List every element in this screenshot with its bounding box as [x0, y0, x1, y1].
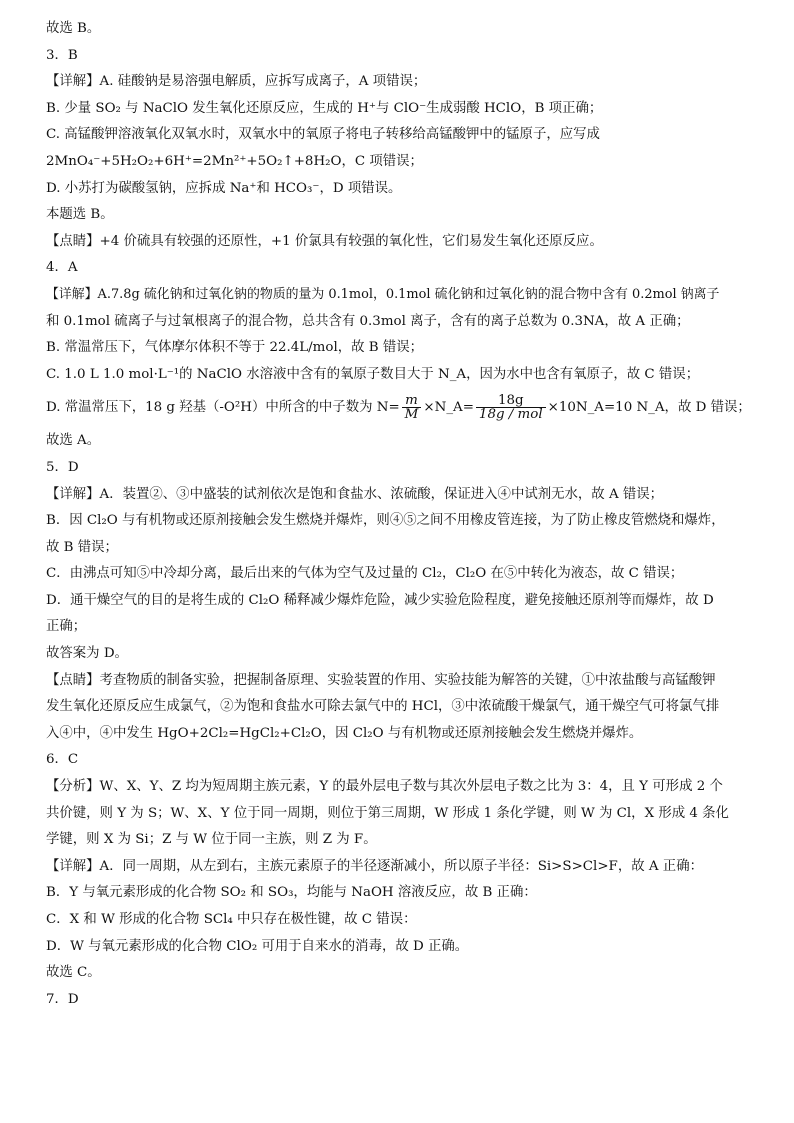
text-line: 【详解】A. 硅酸钠是易溶强电解质，应拆写成离子，A 项错误；: [46, 74, 427, 90]
text-line: 【点睛】考查物质的制备实验，把握制备原理、实验装置的作用、实验技能为解答的关键，①中浓盐酸与高锰酸钾: [46, 672, 716, 688]
text-line: 和 0.1mol 硫离子与过氧根离子的混合物，总共含有 0.3mol 离子，含有的离子总数为 0.3NA，故 A 正确；: [46, 313, 690, 329]
text-segment: ×N_A=: [423, 400, 474, 416]
fraction-line: [46, 388, 758, 428]
question-number: 4．A: [46, 260, 78, 276]
question-number: 6．C: [46, 752, 79, 768]
text-segment: ×10N_A=10 N_A，故 D 错误；: [547, 400, 751, 416]
text-line: 本题选 B。: [46, 207, 114, 223]
fraction-m-over-M: [402, 394, 422, 421]
text-line: D．W 与氧元素形成的化合物 ClO₂ 可用于自来水的消毒，故 D 正确。: [46, 938, 469, 954]
equation-line: 2MnO₄⁻+5H₂O₂+6H⁺=2Mn²⁺+5O₂↑+8H₂O，C 项错误；: [46, 153, 423, 169]
text-line: 【分析】W、X、Y、Z 均为短周期主族元素，Y 的最外层电子数与其次外层电子数之比为 3：4，且 Y 可形成 2 个: [46, 779, 723, 795]
fraction-mass-over-molar-mass: [476, 394, 546, 421]
text-line: D．通干燥空气的目的是将生成的 Cl₂O 稀释减少爆炸危险，减少实验危险程度，避免接触还原剂等而爆炸，故 D: [46, 592, 714, 608]
text-line: 发生氧化还原反应生成氯气，②为饱和食盐水可除去氯气中的 HCl，③中浓硫酸干燥氯气，通干燥空气可将氯气排: [46, 699, 720, 715]
fraction-denominator: 18g / mol: [478, 407, 543, 423]
text-line: 故答案为 D。: [46, 646, 128, 662]
text-line: 故选 B。: [46, 21, 101, 36]
answer-document: [46, 16, 758, 1013]
text-line: 故 B 错误；: [46, 539, 118, 555]
text-line: C．X 和 W 形成的化合物 SCl₄ 中只存在极性键，故 C 错误：: [46, 912, 417, 927]
text-line: 入④中，④中发生 HgO+2Cl₂=HgCl₂+Cl₂O，因 Cl₂O 与有机物或还原剂接触会发生燃烧并爆炸。: [46, 725, 643, 741]
fraction-numerator: 18g: [476, 394, 546, 408]
text-line: 故选 A。: [46, 433, 101, 449]
text-segment: D. 常温常压下，18 g 羟基（-O²H）中所含的中子数为 N=: [46, 400, 400, 416]
fraction-numerator: m: [402, 394, 422, 408]
text-line: 故选 C。: [46, 965, 101, 981]
text-line: B．Y 与氧元素形成的化合物 SO₂ 和 SO₃，均能与 NaOH 溶液反应，故 B 正确：: [46, 885, 537, 901]
text-line: 【详解】A．同一周期，从左到右，主族元素原子的半径逐渐减小，所以原子半径：Si>S>Cl>F，故 A 正确：: [46, 858, 703, 874]
text-line: 【详解】A.7.8g 硫化钠和过氧化钠的物质的量为 0.1mol，0.1mol 硫化钠和过氧化钠的混合物中含有 0.2mol 钠离子: [46, 286, 720, 302]
text-line: B．因 Cl₂O 与有机物或还原剂接触会发生燃烧并爆炸，则④⑤之间不用橡皮管连接，为了防止橡皮管燃烧和爆炸，: [46, 513, 725, 529]
text-line: 正确；: [46, 619, 87, 635]
question-number: 7．D: [46, 991, 79, 1007]
text-line: 共价键，则 Y 为 S；W、X、Y 位于同一周期，则位于第三周期，W 形成 1 条化学键，则 W 为 Cl，X 形成 4 条化: [46, 805, 729, 821]
text-line: C．由沸点可知⑤中冷却分离，最后出来的气体为空气及过量的 Cl₂，Cl₂O 在⑤中转化为液态，故 C 错误；: [46, 566, 684, 582]
fraction-denominator: M: [404, 407, 419, 423]
text-line: 【详解】A．装置②、③中盛装的试剂依次是饱和食盐水、浓硫酸，保证进入④中试剂无水，故 A 错误；: [46, 486, 664, 502]
text-line: 学键，则 X 为 Si；Z 与 W 位于同一主族，则 Z 为 F。: [46, 832, 377, 848]
question-number: 5．D: [46, 459, 79, 475]
text-line: B. 常温常压下，气体摩尔体积不等于 22.4L/mol，故 B 错误；: [46, 340, 424, 356]
question-number: 3．B: [46, 47, 78, 63]
text-line: D. 小苏打为碳酸氢钠，应拆成 Na⁺和 HCO₃⁻，D 项错误。: [46, 180, 402, 196]
text-line: 【点睛】+4 价硫具有较强的还原性，+1 价氯具有较强的氧化性，它们易发生氧化还原反应。: [46, 233, 603, 249]
text-line: C. 高锰酸钾溶液氧化双氧水时，双氧水中的氧原子将电子转移给高锰酸钾中的锰原子，应写成: [46, 127, 600, 143]
text-line: B. 少量 SO₂ 与 NaClO 发生氧化还原反应，生成的 H⁺与 ClO⁻生成弱酸 HClO，B 项正确；: [46, 100, 603, 116]
text-line: C. 1.0 L 1.0 mol·L⁻¹的 NaClO 水溶液中含有的氧原子数目大于 N_A，因为水中也含有氧原子，故 C 错误；: [46, 366, 700, 382]
